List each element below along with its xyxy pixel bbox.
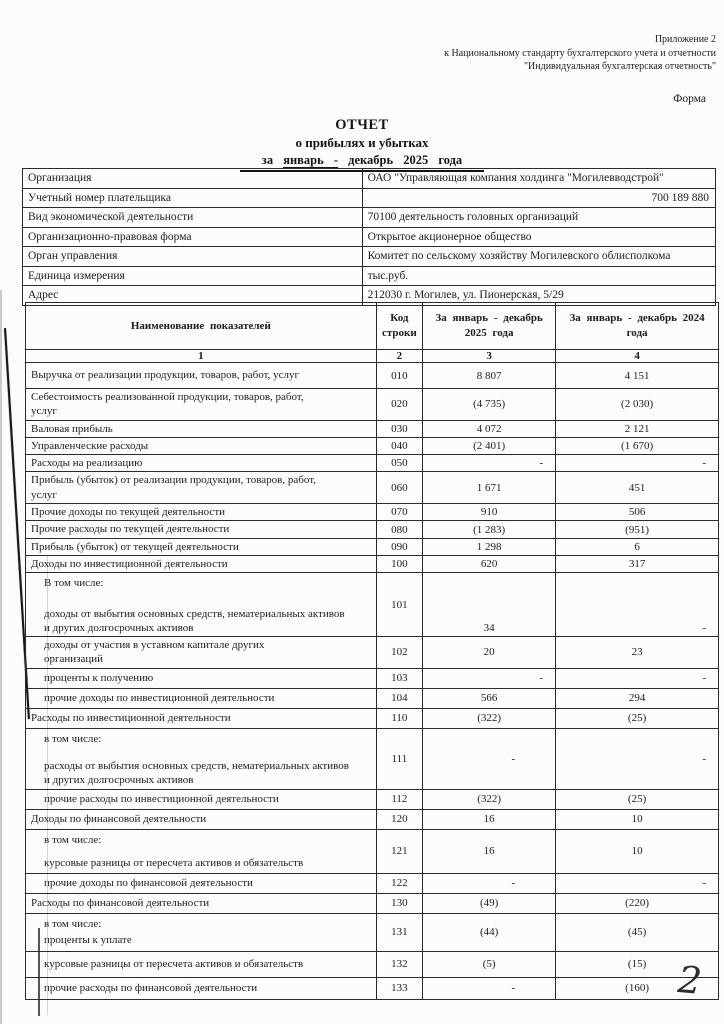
row-name <box>26 521 377 538</box>
org-value: Комитет по сельскому хозяйству Могилевского облисполкома <box>362 247 715 267</box>
table-row <box>26 789 719 809</box>
value-2024: 317 <box>556 555 719 572</box>
org-label: Единица измерения <box>23 266 363 286</box>
table-row <box>26 893 719 913</box>
title-rest: декабрь 2025 года <box>348 153 463 167</box>
row-name <box>26 420 377 437</box>
org-value: 212030 г. Могилев, ул. Пионерская, 5/29 <box>362 286 715 306</box>
row-name <box>26 829 377 873</box>
value-2025: - <box>423 455 556 472</box>
report-title <box>0 117 724 172</box>
row-code: 070 <box>376 504 422 521</box>
value-2024: 506 <box>556 504 719 521</box>
row-prefix: в том числе: <box>44 732 102 745</box>
table-row <box>26 951 719 977</box>
org-row <box>23 188 716 208</box>
row-code: 020 <box>376 389 422 421</box>
value-2025: 1 298 <box>423 538 556 555</box>
value-2025: 16 <box>423 809 556 829</box>
organization-info-table <box>22 168 716 306</box>
table-row <box>26 668 719 688</box>
row-code: 103 <box>376 668 422 688</box>
row-prefix: В том числе: <box>44 577 104 590</box>
value-2024: (25) <box>556 789 719 809</box>
org-label: Организация <box>23 169 363 189</box>
row-name <box>26 951 377 977</box>
row-name-text: прочие расходы по финансовой деятельности <box>44 981 258 994</box>
header-name: Наименование показателей <box>26 303 377 350</box>
table-row <box>26 389 719 421</box>
row-name <box>26 363 377 389</box>
row-name-text: проценты к уплате <box>44 933 132 946</box>
row-code: 100 <box>376 555 422 572</box>
row-name-text: Себестоимость реализованной продукции, товаров, работ, услуг <box>31 391 304 418</box>
value-2024: 10 <box>556 809 719 829</box>
table-row <box>26 504 719 521</box>
org-row <box>23 266 716 286</box>
value-2024: (220) <box>556 893 719 913</box>
row-name <box>26 437 377 454</box>
org-label: Адрес <box>23 286 363 306</box>
appendix-line-2: к Национальному стандарту бухгалтерского учета и отчетности <box>444 47 716 59</box>
row-code: 130 <box>376 893 422 913</box>
row-code: 131 <box>376 913 422 951</box>
org-value: 700 189 880 <box>362 188 715 208</box>
value-2025: (4 735) <box>423 389 556 421</box>
title-line-1: ОТЧЕТ <box>335 117 389 133</box>
value-2025: (2 401) <box>423 437 556 454</box>
row-name <box>26 977 377 999</box>
row-name-text: Расходы по финансовой деятельности <box>31 896 210 909</box>
table-row <box>26 977 719 999</box>
table-row <box>26 555 719 572</box>
value-2024: (1 670) <box>556 437 719 454</box>
row-name <box>26 913 377 951</box>
value-2024: 10 <box>556 829 719 873</box>
row-code: 050 <box>376 455 422 472</box>
row-code: 030 <box>376 420 422 437</box>
row-code: 133 <box>376 977 422 999</box>
value-2025: (44) <box>423 913 556 951</box>
col-number: 3 <box>423 350 556 363</box>
row-name <box>26 893 377 913</box>
row-name-text: прочие доходы по финансовой деятельности <box>44 876 253 889</box>
org-value: Открытое акционерное общество <box>362 227 715 247</box>
table-row <box>26 809 719 829</box>
row-code: 060 <box>376 472 422 504</box>
org-row <box>23 247 716 267</box>
table-row <box>26 637 719 669</box>
value-2025: 620 <box>423 555 556 572</box>
value-2025: 4 072 <box>423 420 556 437</box>
col-number: 2 <box>376 350 422 363</box>
value-2024: - <box>556 455 719 472</box>
table-header-row <box>26 303 719 350</box>
value-2025: 1 671 <box>423 472 556 504</box>
value-2024: 4 151 <box>556 363 719 389</box>
scan-artifact-page-edge <box>0 290 2 1024</box>
row-name <box>26 538 377 555</box>
row-name-text: Доходы по инвестиционной деятельности <box>31 557 228 570</box>
row-name-text: Прочие расходы по текущей деятельности <box>31 523 230 536</box>
row-code: 104 <box>376 688 422 708</box>
row-name-text: прочие расходы по инвестиционной деятельности <box>44 792 279 805</box>
title-line-2: о прибылях и убытках <box>295 135 429 150</box>
row-name-text: Валовая прибыль <box>31 422 113 435</box>
value-2025: 8 807 <box>423 363 556 389</box>
table-row <box>26 829 719 873</box>
row-code: 110 <box>376 708 422 728</box>
row-code: 120 <box>376 809 422 829</box>
value-2025: 34 <box>423 573 556 637</box>
row-name <box>26 728 377 789</box>
row-code: 121 <box>376 829 422 873</box>
row-name-text: Прибыль (убыток) от текущей деятельности <box>31 540 239 553</box>
value-2024: 23 <box>556 637 719 669</box>
value-2024: (15) <box>556 951 719 977</box>
value-2025: - <box>423 873 556 893</box>
row-name <box>26 637 377 669</box>
org-label: Учетный номер плательщика <box>23 188 363 208</box>
table-row <box>26 728 719 789</box>
value-2025: - <box>423 977 556 999</box>
value-2024: - <box>556 668 719 688</box>
row-name <box>26 688 377 708</box>
row-name-text: Управленческие расходы <box>31 439 149 452</box>
value-2025: 910 <box>423 504 556 521</box>
row-name <box>26 504 377 521</box>
row-code: 090 <box>376 538 422 555</box>
value-2024: 6 <box>556 538 719 555</box>
value-2024: (2 030) <box>556 389 719 421</box>
row-name-text: курсовые разницы от пересчета активов и обязательств <box>44 856 304 869</box>
value-2025: (322) <box>423 789 556 809</box>
row-code: 101 <box>376 573 422 637</box>
value-2024: 451 <box>556 472 719 504</box>
value-2024: 294 <box>556 688 719 708</box>
table-row <box>26 913 719 951</box>
row-name-text: Выручка от реализации продукции, товаров, работ, услуг <box>31 369 300 382</box>
row-prefix: в том числе: <box>44 917 102 930</box>
row-name <box>26 455 377 472</box>
org-row <box>23 208 716 228</box>
handwritten-page-number: 2 <box>676 958 704 1003</box>
header-2025: За январь - декабрь 2025 года <box>423 303 556 350</box>
row-name-text: прочие доходы по инвестиционной деятельности <box>44 692 275 705</box>
row-name <box>26 789 377 809</box>
appendix-line-1: Приложение 2 <box>654 34 716 45</box>
table-row <box>26 420 719 437</box>
org-value: 70100 деятельность головных организаций <box>362 208 715 228</box>
value-2024: (45) <box>556 913 719 951</box>
row-name <box>26 809 377 829</box>
org-label: Организационно-правовая форма <box>23 227 363 247</box>
value-2024: 2 121 <box>556 420 719 437</box>
value-2025: - <box>423 668 556 688</box>
row-prefix: в том числе: <box>44 833 102 846</box>
appendix-line-3: "Индивидуальная бухгалтерская отчетность" <box>523 61 716 72</box>
table-row <box>26 573 719 637</box>
row-code: 111 <box>376 728 422 789</box>
row-name <box>26 873 377 893</box>
value-2025: (5) <box>423 951 556 977</box>
table-row <box>26 538 719 555</box>
row-name-text: Прибыль (убыток) от реализации продукции, товаров, работ, услуг <box>31 474 316 501</box>
value-2024: (160) <box>556 977 719 999</box>
col-number: 1 <box>26 350 377 363</box>
table-row <box>26 873 719 893</box>
profit-loss-table <box>25 302 719 1003</box>
row-code: 102 <box>376 637 422 669</box>
row-name <box>26 708 377 728</box>
row-name <box>26 472 377 504</box>
header-code: Код строки <box>376 303 422 350</box>
row-name-text: курсовые разницы от пересчета активов и обязательств <box>44 957 304 970</box>
column-numbers-row <box>26 350 719 363</box>
org-label: Орган управления <box>23 247 363 267</box>
value-2024: (951) <box>556 521 719 538</box>
value-2025: 20 <box>423 637 556 669</box>
row-name-text: Прочие доходы по текущей деятельности <box>31 506 226 519</box>
forma-label: Форма <box>673 93 706 105</box>
row-name <box>26 555 377 572</box>
value-2024: - <box>556 573 719 637</box>
value-2025: 16 <box>423 829 556 873</box>
value-2024: - <box>556 728 719 789</box>
row-code: 080 <box>376 521 422 538</box>
value-2025: (322) <box>423 708 556 728</box>
row-code: 112 <box>376 789 422 809</box>
org-row <box>23 169 716 189</box>
org-value: тыс.руб. <box>362 266 715 286</box>
table-row <box>26 688 719 708</box>
row-code: 122 <box>376 873 422 893</box>
row-code: 010 <box>376 363 422 389</box>
row-name-text: доходы от участия в уставном капитале других организаций <box>44 639 265 666</box>
org-row <box>23 227 716 247</box>
row-name <box>26 573 377 637</box>
header-2024: За январь - декабрь 2024 года <box>556 303 719 350</box>
row-name-text: Расходы на реализацию <box>31 457 143 470</box>
value-2025: (1 283) <box>423 521 556 538</box>
row-name-text: доходы от выбытия основных средств, нематериальных активов и других долгосрочных активов <box>44 607 345 634</box>
table-row <box>26 521 719 538</box>
appendix-reference <box>444 33 716 74</box>
row-code: 132 <box>376 951 422 977</box>
table-row <box>26 708 719 728</box>
org-value: ОАО "Управляющая компания холдинга "Могилевводстрой" <box>362 169 715 189</box>
value-2025: (49) <box>423 893 556 913</box>
row-name-text: проценты к получению <box>44 672 154 685</box>
table-row <box>26 363 719 389</box>
row-name <box>26 389 377 421</box>
title-za: за <box>261 153 274 167</box>
row-name <box>26 668 377 688</box>
row-name-text: Расходы по инвестиционной деятельности <box>31 712 231 725</box>
table-row <box>26 455 719 472</box>
row-name-text: Доходы по финансовой деятельности <box>31 812 207 825</box>
row-name-text: расходы от выбытия основных средств, нематериальных активов и других долгосрочных активов <box>44 760 349 787</box>
col-number: 4 <box>556 350 719 363</box>
table-row <box>26 437 719 454</box>
org-label: Вид экономической деятельности <box>23 208 363 228</box>
value-2025: 566 <box>423 688 556 708</box>
title-period: январь - <box>283 153 339 167</box>
value-2024: - <box>556 873 719 893</box>
value-2024: (25) <box>556 708 719 728</box>
value-2025: - <box>423 728 556 789</box>
table-row <box>26 472 719 504</box>
row-code: 040 <box>376 437 422 454</box>
